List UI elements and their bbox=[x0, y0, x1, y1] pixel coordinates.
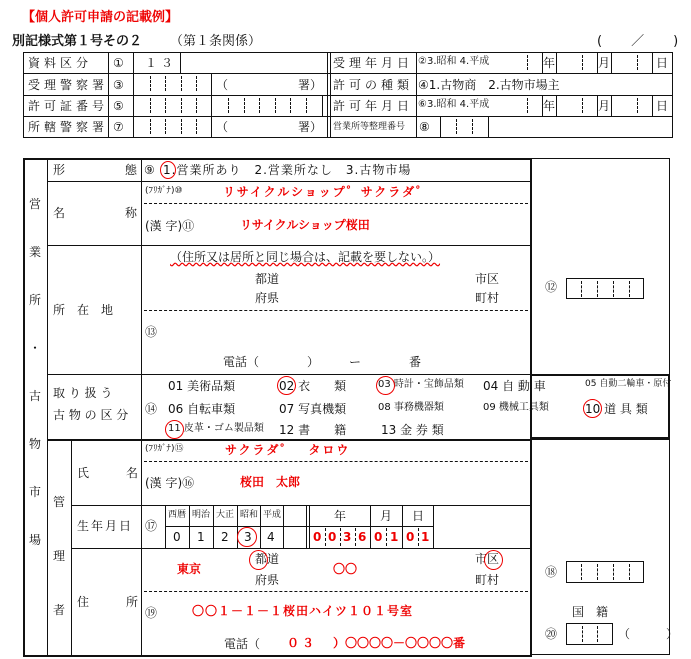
tel-label: 電話（ bbox=[224, 637, 261, 651]
shozaichi-note: （住所又は居所と同じ場合は、記載を要しない。） bbox=[170, 250, 441, 264]
paren: （ bbox=[216, 120, 229, 134]
kubun-item[interactable]: 13 金 券 類 bbox=[381, 423, 444, 437]
tel-number[interactable]: ）〇〇〇〇－〇〇〇〇番 bbox=[333, 636, 466, 650]
kyoka-no-label: 許可証番号 bbox=[28, 99, 109, 113]
birth-digit[interactable]: 0 bbox=[406, 530, 415, 544]
field-num: ① bbox=[113, 56, 124, 70]
paren: （ bbox=[216, 78, 229, 92]
birth-digit[interactable]: 3 bbox=[343, 530, 352, 544]
field-num: ③ bbox=[113, 78, 124, 92]
kubun-item[interactable]: 01 美術品類 bbox=[168, 379, 236, 393]
field-num: ⑬ bbox=[145, 325, 158, 339]
shimei-kanji[interactable]: 桜田 太郎 bbox=[240, 475, 301, 489]
kubun-item[interactable]: 04 自 動 車 bbox=[483, 379, 546, 393]
page-title: 【個人許可申請の記載例】 bbox=[22, 10, 179, 25]
kubun-label: 古 物 の 区 分 bbox=[53, 408, 129, 422]
year-label: 年 bbox=[543, 99, 556, 113]
todo-label: 都道 bbox=[255, 272, 280, 286]
meisho-label: 称 bbox=[125, 206, 138, 220]
kanji-label: (漢 字)⑪ bbox=[145, 219, 195, 233]
era-code[interactable]: 3 bbox=[244, 530, 252, 544]
selected-circle bbox=[237, 527, 257, 547]
shimei-label: 氏 bbox=[77, 466, 90, 480]
meisho-label: 名 bbox=[53, 206, 66, 220]
birth-digit[interactable]: 1 bbox=[421, 530, 430, 544]
jusho-label: 所 bbox=[126, 595, 139, 609]
code-box-18[interactable] bbox=[566, 561, 644, 583]
month-label: 月 bbox=[598, 56, 611, 70]
furigana-label: (ﾌﾘｶﾞﾅ)⑮ bbox=[145, 444, 184, 454]
kanri-label: 管 理 者 bbox=[53, 495, 66, 617]
field-num: ⑲ bbox=[145, 606, 158, 620]
shimei-label: 名 bbox=[126, 466, 139, 480]
kanji-label: (漢 字)⑯ bbox=[145, 476, 195, 490]
jusho-address[interactable]: 〇〇１－１－１桜田ハイツ１０１号室 bbox=[192, 604, 414, 618]
kubun-label: 取 り 扱 う bbox=[53, 386, 113, 400]
meisho-furigana[interactable]: リサイクルショップ゜サクラダ゜ bbox=[223, 185, 431, 199]
kubun-item[interactable]: 02 衣 類 bbox=[279, 379, 347, 393]
kubun-item[interactable]: 03 時計・宝飾品類 bbox=[378, 379, 464, 390]
chouson-label: 町村 bbox=[475, 291, 500, 305]
form-id: 別記様式第１号その２ bbox=[12, 34, 143, 49]
keitai-label: 態 bbox=[125, 163, 138, 177]
era-label: 大正 bbox=[216, 510, 235, 520]
field-num: ⑱ bbox=[545, 565, 558, 579]
era-code[interactable]: 2 bbox=[221, 530, 229, 544]
year-label: 年 bbox=[334, 509, 347, 523]
era-label: 昭和 bbox=[240, 510, 259, 520]
right-box-12 bbox=[530, 158, 670, 376]
kubun-item[interactable]: 06 自転車類 bbox=[168, 402, 236, 416]
birth-digit[interactable]: 0 bbox=[313, 530, 322, 544]
sho-label: 署） bbox=[298, 78, 323, 92]
selected-circle bbox=[160, 161, 176, 179]
selected-circle bbox=[165, 420, 184, 439]
shiryo-label: 資料区分 bbox=[28, 56, 93, 70]
month-label: 月 bbox=[598, 99, 611, 113]
birth-digit[interactable]: 0 bbox=[328, 530, 337, 544]
month-label: 月 bbox=[380, 509, 393, 523]
shozaichi-label: 所 在 地 bbox=[53, 303, 114, 317]
juri-date-label: 受理年月日 bbox=[333, 56, 414, 70]
jusho-pref[interactable]: 東京 bbox=[177, 562, 202, 576]
day-label: 日 bbox=[656, 56, 669, 70]
era-code[interactable]: 4 bbox=[267, 530, 275, 544]
tel-area[interactable]: ０３ bbox=[287, 636, 318, 650]
kokuseki-code-box[interactable] bbox=[566, 623, 613, 645]
kyoka-date-label: 許可年月日 bbox=[333, 99, 414, 113]
keitai-label: 形 bbox=[53, 163, 66, 177]
selected-circle bbox=[484, 550, 503, 570]
kubun-item[interactable]: 10 道 具 類 bbox=[585, 402, 648, 416]
page-ref: ( ／ ) bbox=[597, 34, 687, 49]
todo-label: 都道 bbox=[255, 552, 280, 566]
field-num: ⑳ bbox=[545, 627, 558, 641]
birth-digit[interactable]: 1 bbox=[390, 530, 399, 544]
birth-digit[interactable]: 0 bbox=[374, 530, 383, 544]
fuken-label: 府県 bbox=[255, 291, 280, 305]
kubun-item[interactable]: 05 自動二輪車・原付 bbox=[585, 379, 672, 389]
era-code[interactable]: 1 bbox=[197, 530, 205, 544]
field-num: ⑧ bbox=[419, 120, 430, 134]
field-num: ⑨ bbox=[144, 163, 155, 177]
jusho-label: 住 bbox=[77, 595, 90, 609]
fuken-label: 府県 bbox=[255, 573, 280, 587]
kubun-item[interactable]: 12 書 籍 bbox=[279, 423, 347, 437]
chouson-label: 町村 bbox=[475, 573, 500, 587]
field-num: ⑤ bbox=[113, 99, 124, 113]
field-num: ⑰ bbox=[145, 519, 158, 533]
field-num: ⑫ bbox=[545, 280, 558, 294]
birth-digit[interactable]: 6 bbox=[358, 530, 367, 544]
field-num: ⑦ bbox=[113, 120, 124, 134]
kubun-item[interactable]: 11 皮革・ゴム製品類 bbox=[168, 423, 264, 434]
shiku-label: 市区 bbox=[475, 552, 500, 566]
sho-label: 署） bbox=[298, 120, 323, 134]
selected-circle bbox=[249, 550, 268, 570]
kubun-item[interactable]: 08 事務機器類 bbox=[378, 402, 444, 413]
shimei-furigana[interactable]: サクラダ゜ タロウ bbox=[225, 443, 351, 457]
kokuseki-paren[interactable]: （ ） bbox=[618, 627, 679, 641]
meisho-kanji[interactable]: リサイクルショップ桜田 bbox=[240, 218, 370, 232]
day-label: 日 bbox=[656, 99, 669, 113]
jusho-city[interactable]: 〇〇 bbox=[333, 562, 358, 576]
kyoka-type-label: 許可の種類 bbox=[333, 78, 414, 92]
era-label: 西暦 bbox=[168, 510, 187, 520]
selected-circle bbox=[277, 376, 296, 395]
birth-label: 生年月日 bbox=[77, 519, 134, 533]
juri-police-label: 受理警察署 bbox=[28, 78, 109, 92]
day-label: 日 bbox=[412, 509, 425, 523]
shiryo-value[interactable]: １３ bbox=[145, 56, 178, 70]
code-box-12[interactable] bbox=[566, 278, 644, 299]
furigana-label: (ﾌﾘｶﾞﾅ)⑩ bbox=[145, 186, 183, 196]
kubun-item[interactable]: 09 機械工具類 bbox=[483, 402, 549, 413]
kubun-item[interactable]: 07 写真機類 bbox=[279, 402, 347, 416]
eigyo-no-label: 営業所等整理番号 bbox=[333, 122, 406, 132]
selected-circle bbox=[583, 399, 602, 418]
field-num: ⑥3.昭和 4.平成 bbox=[418, 99, 490, 110]
form-relation: （第１条関係） bbox=[170, 34, 262, 49]
keitai-options[interactable]: 1.営業所あり 2.営業所なし 3.古物市場 bbox=[163, 163, 412, 177]
era-label: 平成 bbox=[263, 510, 282, 520]
kyoka-type-options[interactable]: ④1.古物商 2.古物市場主 bbox=[418, 78, 560, 92]
kankatsu-label: 所轄警察署 bbox=[28, 120, 109, 134]
field-num: ②3.昭和 4.平成 bbox=[418, 56, 490, 67]
kokuseki-label: 国 籍 bbox=[572, 605, 609, 619]
side-label: 営 業 所 ・ 古 物 市 場 bbox=[29, 197, 42, 547]
shiku-label: 市区 bbox=[475, 272, 500, 286]
era-label: 明治 bbox=[192, 510, 211, 520]
year-label: 年 bbox=[543, 56, 556, 70]
field-num: ⑭ bbox=[145, 402, 158, 416]
era-code[interactable]: 0 bbox=[173, 530, 181, 544]
selected-circle bbox=[376, 376, 395, 395]
shozaichi-tel[interactable]: 電話（ ） ー 番 bbox=[223, 355, 422, 369]
